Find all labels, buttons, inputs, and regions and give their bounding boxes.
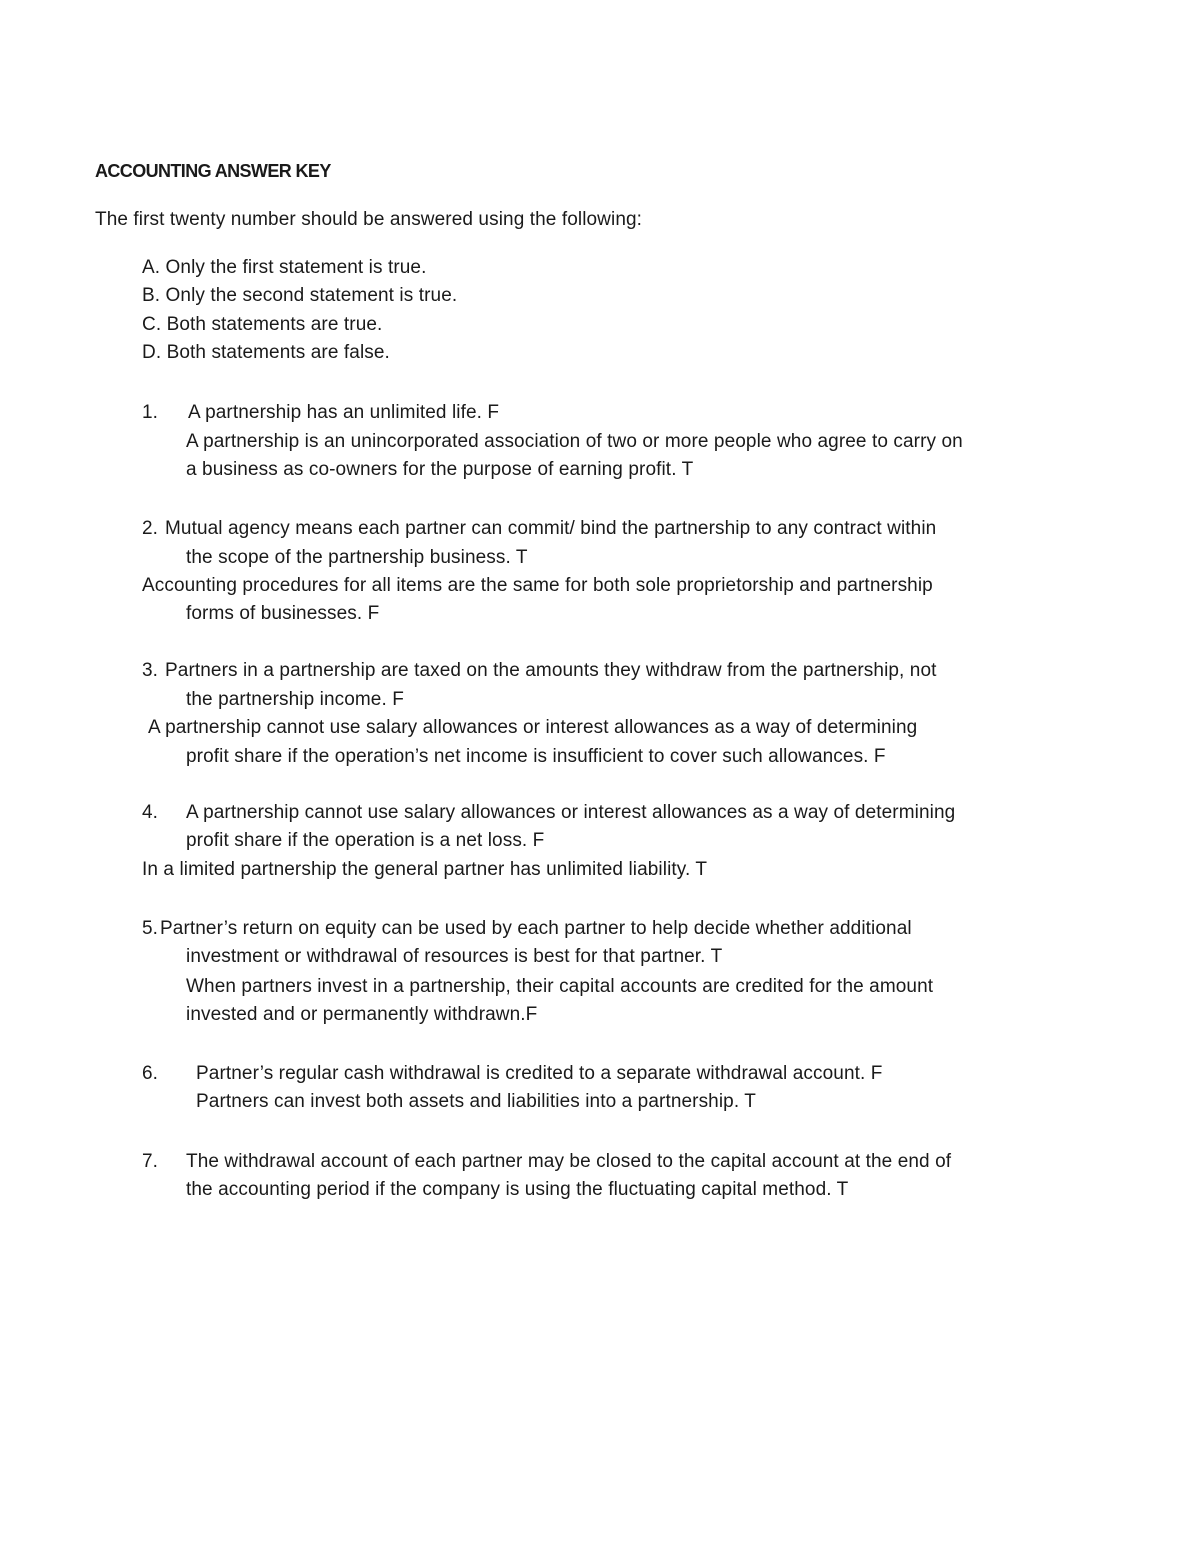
item-6-number: 6. <box>142 1063 159 1084</box>
item-7-statement-1-cont: the accounting period if the company is using the fluctuating capital method. T <box>186 1179 849 1200</box>
item-1-statement-2: A partnership is an unincorporated association of two or more people who agree to carry on <box>186 431 963 452</box>
item-1-number: 1. <box>142 402 159 423</box>
item-7-number: 7. <box>142 1151 159 1172</box>
item-4-statement-2: In a limited partnership the general partner has unlimited liability. T <box>142 859 708 880</box>
item-4-number: 4. <box>142 802 159 823</box>
item-1-statement-2-cont: a business as co-owners for the purpose of earning profit. T <box>186 459 694 480</box>
option-c: C. Both statements are true. <box>142 314 383 335</box>
item-5-statement-2: When partners invest in a partnership, their capital accounts are credited for the amount <box>186 976 934 997</box>
item-1-statement-1: A partnership has an unlimited life. F <box>188 402 500 423</box>
option-a: A. Only the first statement is true. <box>142 257 427 278</box>
item-3-statement-1-cont: the partnership income. F <box>186 689 404 710</box>
item-5-number: 5. <box>142 918 159 939</box>
item-2-statement-2: Accounting procedures for all items are the same for both sole proprietorship and partnership <box>142 575 933 596</box>
item-4-statement-1-cont: profit share if the operation is a net loss. F <box>186 830 545 851</box>
item-5-statement-2-cont: invested and or permanently withdrawn.F <box>186 1004 538 1025</box>
item-6-statement-1: Partner’s regular cash withdrawal is credited to a separate withdrawal account. F <box>196 1063 883 1084</box>
item-5-statement-1-cont: investment or withdrawal of resources is best for that partner. T <box>186 946 723 967</box>
item-3-number: 3. <box>142 660 159 681</box>
item-2-number: 2. <box>142 518 159 539</box>
item-4-statement-1: A partnership cannot use salary allowances or interest allowances as a way of determining <box>186 802 956 823</box>
item-6-statement-2: Partners can invest both assets and liabilities into a partnership. T <box>196 1091 756 1112</box>
item-2-statement-2-cont: forms of businesses. F <box>186 603 380 624</box>
item-2-statement-1: Mutual agency means each partner can commit/ bind the partnership to any contract within <box>165 518 937 539</box>
option-d: D. Both statements are false. <box>142 342 390 363</box>
instruction-text: The first twenty number should be answered using the following: <box>95 209 643 230</box>
item-3-statement-2: A partnership cannot use salary allowances or interest allowances as a way of determining <box>148 717 918 738</box>
item-3-statement-2-cont: profit share if the operation’s net income is insufficient to cover such allowances. F <box>186 746 886 767</box>
item-3-statement-1: Partners in a partnership are taxed on the amounts they withdraw from the partnership, not <box>165 660 937 681</box>
document-title: ACCOUNTING ANSWER KEY <box>95 161 331 181</box>
item-7-statement-1: The withdrawal account of each partner may be closed to the capital account at the end of <box>186 1151 952 1172</box>
item-5-statement-1: Partner’s return on equity can be used by each partner to help decide whether additional <box>160 918 912 939</box>
option-b: B. Only the second statement is true. <box>142 285 458 306</box>
item-2-statement-1-cont: the scope of the partnership business. T <box>186 547 528 568</box>
